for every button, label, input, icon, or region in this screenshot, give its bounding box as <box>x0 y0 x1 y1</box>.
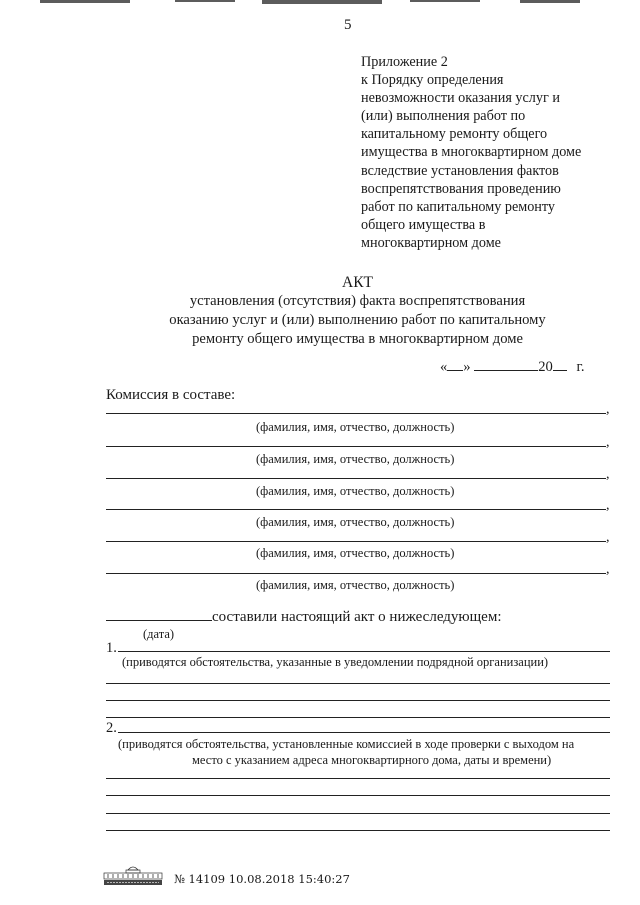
member-caption: (фамилия, имя, отчество, должность) <box>256 420 455 434</box>
act-subtitle-line: установления (отсутствия) факта воспрепятствования <box>189 293 526 309</box>
member-line[interactable] <box>106 509 606 510</box>
member-line[interactable] <box>106 413 606 414</box>
appendix-line: к Порядку определения <box>361 72 504 89</box>
item-line[interactable] <box>106 778 610 779</box>
date-open-quote: « <box>440 359 448 375</box>
act-date-line <box>440 357 585 376</box>
appendix-line: Приложение 2 <box>361 54 448 70</box>
item-line[interactable] <box>106 717 610 718</box>
appendix-line: воспрепятствования проведению <box>361 180 561 197</box>
appendix-line: (или) выполнения работ по <box>361 108 526 125</box>
line-comma: , <box>606 562 610 577</box>
day-blank[interactable] <box>447 357 463 371</box>
year-prefix: 20 <box>538 359 553 375</box>
item-line[interactable] <box>106 795 610 796</box>
act-subtitle-line: оказанию услуг и (или) выполнению работ по капитальному <box>169 312 546 328</box>
line-comma: , <box>606 402 610 417</box>
member-caption: (фамилия, имя, отчество, должность) <box>256 452 455 466</box>
member-caption: (фамилия, имя, отчество, должность) <box>256 578 455 592</box>
date-close-quote: » <box>463 359 471 375</box>
act-subtitle-line: ремонту общего имущества в многоквартирном доме <box>192 331 523 347</box>
compiled-text: составили настоящий акт о нижеследующем: <box>212 609 502 625</box>
member-caption: (фамилия, имя, отчество, должность) <box>256 546 455 560</box>
line-comma: , <box>606 435 610 450</box>
member-line[interactable] <box>106 478 606 479</box>
appendix-line: общего имущества в <box>361 216 486 233</box>
appendix-line: вследствие установления фактов <box>361 162 559 179</box>
commission-label: Комиссия в составе: <box>106 387 236 403</box>
member-line[interactable] <box>106 446 606 447</box>
member-caption: (фамилия, имя, отчество, должность) <box>256 515 455 529</box>
item-number: 1. <box>106 640 117 656</box>
page-number: 5 <box>344 17 352 33</box>
item-line[interactable] <box>106 813 610 814</box>
appendix-header <box>361 53 621 252</box>
item-line[interactable] <box>118 732 610 733</box>
month-blank[interactable] <box>474 357 538 371</box>
registration-number: № 14109 10.08.2018 15:40:27 <box>174 872 350 886</box>
item-line[interactable] <box>118 651 610 652</box>
line-comma: , <box>606 498 610 513</box>
year-suffix: г. <box>576 359 585 375</box>
item-caption-line: место с указанием адреса многоквартирного дома, даты и времени) <box>192 753 552 767</box>
scan-artifact <box>0 0 640 14</box>
item-line[interactable] <box>106 830 610 831</box>
registry-stamp-icon <box>102 862 164 888</box>
act-title: АКТ <box>342 274 373 291</box>
compiled-statement <box>106 607 502 626</box>
item-line[interactable] <box>106 700 610 701</box>
appendix-line: невозможности оказания услуг и <box>361 90 560 107</box>
appendix-line: работ по капитальному ремонту <box>361 198 556 215</box>
appendix-line: капитальному ремонту общего <box>361 126 548 143</box>
member-line[interactable] <box>106 573 606 574</box>
item-caption-line: (приводятся обстоятельства, установленные комиссией в ходе проверки с выходом на <box>118 737 575 751</box>
member-caption: (фамилия, имя, отчество, должность) <box>256 484 455 498</box>
item-number: 2. <box>106 720 117 736</box>
line-comma: , <box>606 467 610 482</box>
year-blank[interactable] <box>553 357 567 371</box>
date-blank[interactable] <box>106 607 212 621</box>
date-caption: (дата) <box>143 627 175 641</box>
item-caption: (приводятся обстоятельства, указанные в уведомлении подрядной организации) <box>122 655 549 669</box>
line-comma: , <box>606 530 610 545</box>
item-line[interactable] <box>106 683 610 684</box>
appendix-line: многоквартирном доме <box>361 234 501 251</box>
appendix-line: имущества в многоквартирном доме <box>361 144 582 161</box>
member-line[interactable] <box>106 541 606 542</box>
